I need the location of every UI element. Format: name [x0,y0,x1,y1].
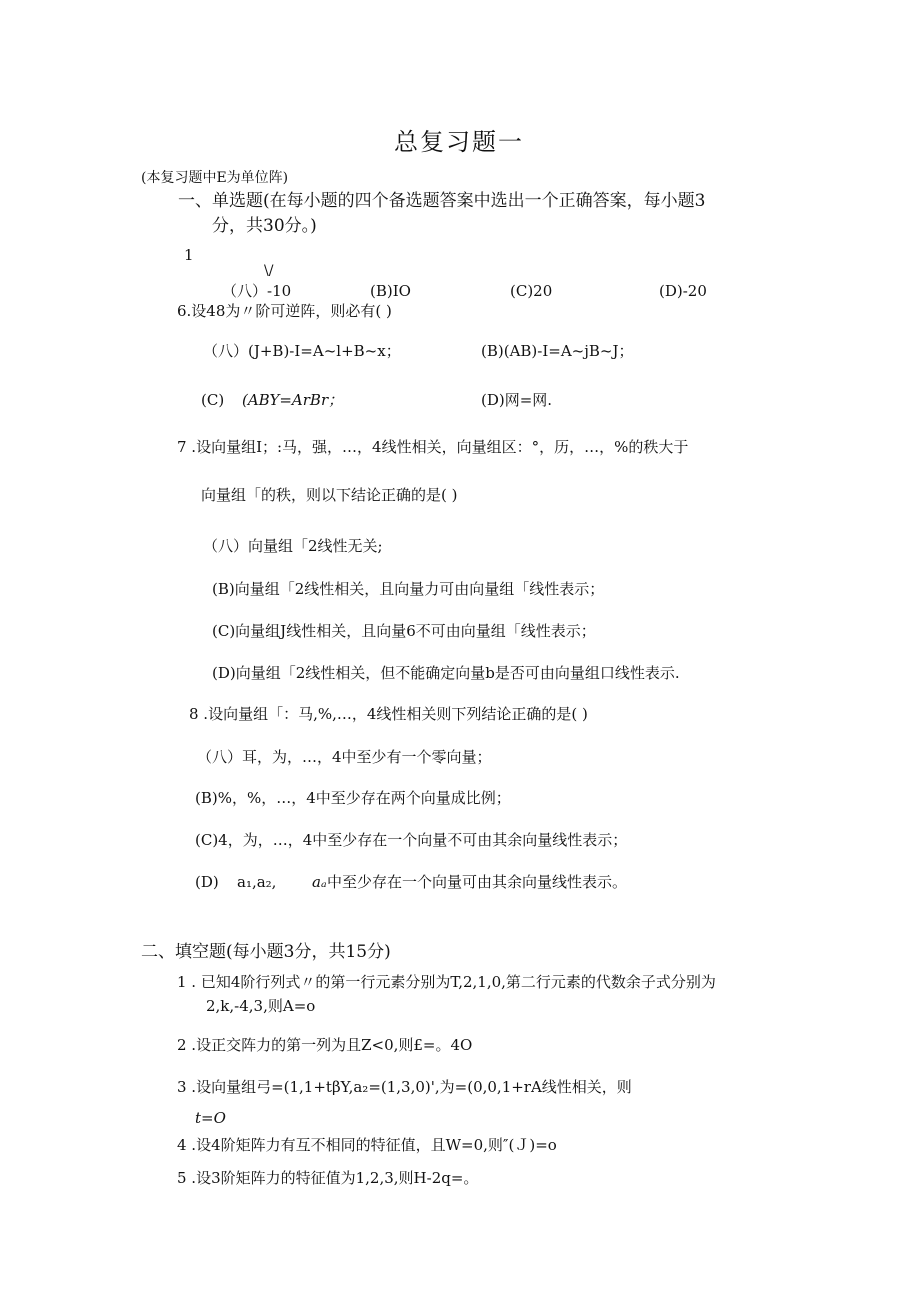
fill-1-line-1: 1 . 已知4阶行列式〃的第一行元素分别为T,2,1,0,第二行元素的代数余子式分别为 [177,973,716,991]
question-6-option-b: (B)(AB)-I=A~jB~J； [481,342,634,360]
question-8-stem: 8 .设向量组「：马,%,…，4线性相关则下列结论正确的是( ) [189,705,588,723]
question-8-option-d-last-vector: aₐ [312,873,327,891]
question-8-option-b: (B)%，%，…，4中至少存在两个向量成比例； [195,789,511,807]
question-6-option-a: （八）(J+B)-I=A~l+B~x； [203,342,401,360]
question-6-option-c: (ABY=ArBr； [242,391,344,409]
question-8-option-c: (C)4，为，…，4中至少存在一个向量不可由其余向量线性表示； [195,831,628,849]
question-1-option-b: (B)IO [370,282,411,300]
question-8-option-d-vectors: a₁,a₂, [237,873,277,891]
question-6-option-d: (D)网=网. [481,391,553,409]
question-7-option-a: （八）向量组「2线性无关; [203,537,383,555]
question-7-stem-cont: 向量组「的秩，则以下结论正确的是( ) [201,486,458,504]
question-1-mark: \/ [264,263,274,279]
question-1-option-a: （八）-10 [222,282,292,300]
section-1-heading-cont: 分，共30分。) [212,216,317,236]
question-8-option-d-text: 中至少存在一个向量可由其余向量线性表示。 [327,873,628,891]
section-1-heading: 一、单选题(在每小题的四个备选题答案中选出一个正确答案，每小题3 [178,191,706,211]
question-1-option-c: (C)20 [510,282,553,300]
fill-3-line-2: t=O [195,1109,226,1127]
fill-5: 5 .设3阶矩阵力的特征值为1,2,3,则H-2q=。 [177,1169,479,1187]
fill-3-line-1: 3 .设向量组弓=(1,1+tβY,a₂=(1,3,0)',为=(0,0,1+rA线性相关，则 [177,1078,632,1096]
section-2-heading: 二、填空题(每小题3分，共15分) [141,942,391,962]
fill-4: 4 .设4阶矩阵力有互不相同的特征值，且W=0,则″(Ｊ)=o [177,1136,557,1154]
question-7-stem: 7 .设向量组I；:马，强，…，4线性相关，向量组区：°，历，…，%的秩大于 [177,438,689,456]
page-title: 总复习题一 [394,128,524,156]
question-7-option-c: (C)向量组J线性相关，且向量6不可由向量组「线性表示； [212,622,596,640]
question-1-option-d: (D)-20 [659,282,707,300]
unit-matrix-note: (本复习题中E为单位阵) [141,170,289,186]
question-1-number: 1 [184,246,194,264]
question-8-option-d-label: (D) [195,873,219,891]
question-7-option-b: (B)向量组「2线性相关，且向量力可由向量组「线性表示； [212,580,605,598]
question-6-option-c-label: (C) [201,391,225,409]
question-7-option-d: (D)向量组「2线性相关，但不能确定向量b是否可由向量组口线性表示. [212,664,680,682]
question-6-stem: 6.设48为〃阶可逆阵，则必有( ) [177,302,392,320]
fill-2: 2 .设正交阵力的第一列为且Z<0,则£=。4O [177,1036,473,1054]
question-8-option-a: （八）耳，为，…，4中至少有一个零向量； [197,748,492,766]
fill-1-line-2: 2,k,-4,3,则A=o [206,997,316,1015]
